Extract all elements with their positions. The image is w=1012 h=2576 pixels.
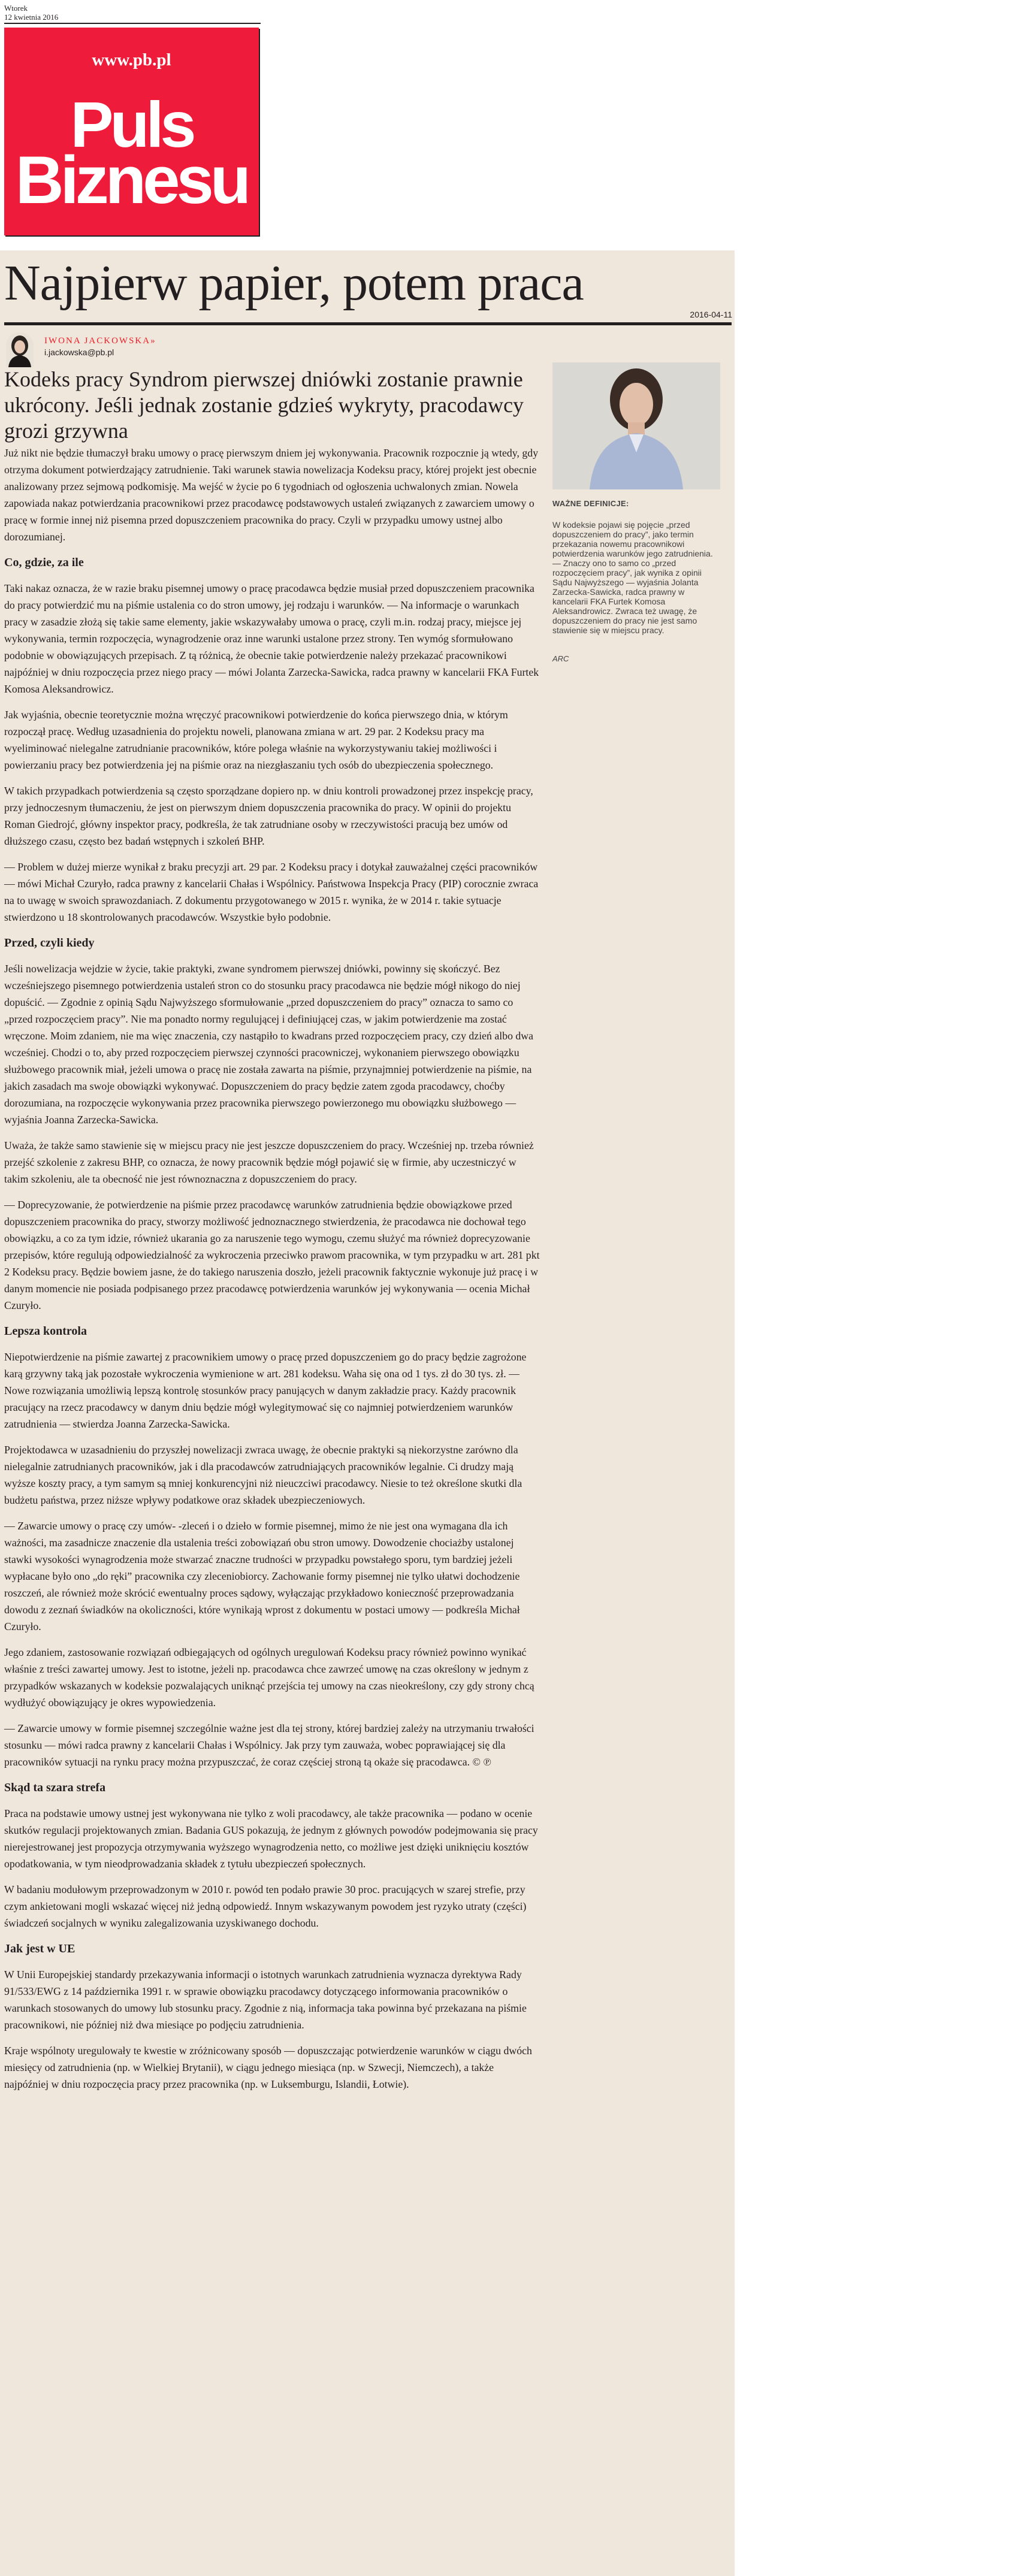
body-paragraph: W takich przypadkach potwierdzenia są często sporządzane dopiero np. w dniu kontroli prowadzonej przez inspekcję pracy, przy jednoczesnym tłumaczeniu, że jest on pierwszym dniem dopuszczenia pracownika do pracy. W opinii do projektu Roman Giedrojć, główny inspektor pracy, podkreśla, że tak zatrudniane osoby w rzeczywistości pracują bez umów od dłuższego czasu, często bez badań wstępnych i szkoleń BHP. <box>4 785 533 847</box>
issue-day: 12 kwietnia 2016 <box>4 13 59 22</box>
body-paragraph: Taki nakaz oznacza, że w razie braku pisemnej umowy o pracę pracodawca będzie musiał przed dopuszczeniem pracownika do pracy potwierdzić mu na piśmie ustalenia co do stron umowy, jej rodzaju i warunków. — Na informacje o warunkach pracy w zasadzie złożą się takie same elementy, jakie wskazywałaby umowa o pracę, czyli m.in. rodzaj pracy, miejsce jej wykonywania, termin rozpoczęcia, wynagrodzenie oraz inne warunki ustalone przez strony. Ten wymóg sformułowano podobnie w obowiązujących przepisach. Z tą różnicą, że obecnie takie potwierdzenie należy przekazać pracownikowi najpóźniej w dniu rozpoczęcia przez niego pracy — mówi Jolanta Zarzecka-Sawicka, radca prawny w kancelarii FKA Furtek Komosa Aleksandrowicz. <box>4 582 539 695</box>
sidebar-photo <box>552 362 720 489</box>
expert-photo-icon <box>552 362 720 489</box>
body-paragraph: W Unii Europejskiej standardy przekazywania informacji o istotnych warunkach zatrudnienia wyznacza dyrektywa Rady 91/533/EWG z 14 października 1991 r. w sprawie obowiązku pracodawcy dotyczącego informowania pracowników o warunkach stosowanych do umowy lub stosunku pracy. Zgodnie z nią, informacja taka powinna być przekazana na piśmie pracownikowi, nie później niż dwa miesiące po podjęciu zatrudnienia. <box>4 1969 527 2031</box>
body-paragraph: Jeśli nowelizacja wejdzie w życie, takie praktyki, zwane syndromem pierwszej dniówki, powinny się skończyć. Bez wcześniejszego pisemnego potwierdzenia ustaleń stron co do stosunku pracy pracodawca nie będzie mógł nikogo do niej dopuścić. — Zgodnie z opinią Sądu Najwyższego sformułowanie „przed dopuszczeniem do pracy” oznacza to samo co „przed rozpoczęciem pracy”. Nie ma ponadto normy regulującej i definiującej czas, w jakim potwierdzenie ma zostać wręczone. Moim zdaniem, nie ma więc znaczenia, czy nastąpiło to kwadrans przed rozpoczęciem pracy, czy dzień albo dwa wcześniej. Chodzi o to, aby przed rozpoczęciem pierwszej czynności pracowniczej, wykonaniem pierwszego obowiązku służbowego pracownik miał, jeżeli umowa o pracę nie została zawarta na piśmie, przynajmniej potwierdzenie na piśmie, na jakich zasadach ma swoje obowiązki wykonywać. Dopuszczeniem do pracy będzie zatem zgoda pracodawcy, choćby dorozumiana, na rozpoczęcie wykonywania przez pracownika pierwszego powierzonego mu obowiązku służbowego — wyjaśnia Joanna Zarzecka-Sawicka. <box>4 963 534 1126</box>
logo-url: www.pb.pl <box>92 50 171 69</box>
body-paragraph: Kraje wspólnoty uregulowały te kwestie w zróżnicowany sposób — dopuszczając potwierdzenie warunków w ciągu dwóch miesięcy od zatrudnienia (np. w Wielkiej Brytanii), w ciągu jednego miesiąca (np. w Szwecji, Niemczech), a także najpóźniej w dniu rozpoczęcia pracy przez pracownika (np. w Luksemburgu, Islandii, Łotwie). <box>4 2045 532 2090</box>
section-heading: Skąd ta szara strefa <box>4 1781 106 1794</box>
body-paragraph: Niepotwierdzenie na piśmie zawartej z pracownikiem umowy o pracę przed dopuszczeniem go do pracy będzie zagrożone karą grzywny taką jak pozostałe wykroczenia wymienione w art. 281 kodeksu. Waha się ona od 1 tys. zł do 30 tys. zł. — Nowe rozwiązania umożliwią lepszą kontrolę stosunków pracy panujących w danym zakładzie pracy. Każdy pracownik pracujący na rzecz pracodawcy w danym dniu będzie mógł wylegitymować się co najmniej potwierdzeniem warunków zatrudnienia — stwierdza Joanna Zarzecka-Sawicka. <box>4 1351 527 1430</box>
sidebar-title: WAŻNE DEFINICJE: <box>552 499 629 508</box>
body-paragraph: Jak wyjaśnia, obecnie teoretycznie można wręczyć pracownikowi potwierdzenie do końca pierwszego dnia, w którym rozpoczął pracę. Według uzasadnienia do projektu noweli, planowana zmiana w art. 29 par. 2 Kodeksu pracy ma wyeliminować nielegalne zatrudnianie pracowników, które polega właśnie na wykorzystywaniu takiej możliwości i powierzaniu pracy bez potwierdzenia jej na piśmie oraz na niezgłaszaniu tych osób do ubezpieczenia społecznego. <box>4 709 508 771</box>
logo-word-biznesu: Biznesu <box>15 143 248 217</box>
body-paragraph: Projektodawca w uzasadnieniu do przyszłej nowelizacji zwraca uwagę, że obecnie praktyki są niekorzystne zarówno dla nielegalnie zatrudnianych pracowników, jak i dla pracodawców zatrudniających pracowników legalnie. Ci drudzy mają wyższe koszty pracy, a tym samym są mniej konkurencyjni niż nieuczciwi pracodawcy. Niesie to też określone skutki dla budżetu państwa, przez niższe wpływy podatkowe oraz składek ubezpieczeniowych. <box>4 1444 522 1506</box>
body-paragraph: W badaniu modułowym przeprowadzonym w 2010 r. powód ten podało prawie 30 proc. pracujących w szarej strefie, przy czym ankietowani mogli wskazać więcej niż jedną odpowiedź. Innym wskazywanym powodem jest ryzyko utraty (części) świadczeń socjalnych w wyniku zalegalizowania uzyskiwanego dochodu. <box>4 1883 527 1929</box>
section-heading: Co, gdzie, za ile <box>4 556 84 569</box>
sidebar-text: W kodeksie pojawi się pojęcie „przed dopuszczeniem do pracy”, jako termin przekazania nowemu pracownikowi potwierdzenia warunków jego zatrudnienia. — Znaczy ono to samo co „przed rozpoczęciem pracy”, jak wynika z opinii Sądu Najwyższego — wyjaśnia Jolanta Zarzecka-Sawicka, radca prawny w kancelarii FKA Furtek Komosa Aleksandrowicz. Zwraca też uwagę, że dopuszczeniem do pracy nie jest samo stawienie się w miejscu pracy. <box>552 520 713 635</box>
body-paragraph: — Problem w dużej mierze wynikał z braku precyzji art. 29 par. 2 Kodeksu pracy i dotykał zauważalnej części pracowników — mówi Michał Czuryło, radca prawny z kancelarii Chałas i Wspólnicy. Państwowa Inspekcja Pracy (PIP) corocznie zwraca na to uwagę w swoich sprawozdaniach. Z dokumentu przygotowanego w 2015 r. wynika, że w 2014 r. takie sytuacje stwierdzono u 18 skontrolowanych pracodawców. Wszystkie było podobnie. <box>4 861 539 923</box>
body-paragraph: Praca na podstawie umowy ustnej jest wykonywana nie tylko z woli pracodawcy, ale także pracownika — podano w ocenie skutków regulacji projektowanych zmian. Badania GUS pokazują, że jednym z głównych powodów podejmowania się pracy nierejestrowanej jest propozycja otrzymywania wyższego wynagrodzenia netto, co możliwe jest dzięki uniknięciu kosztów opodatkowania, w tym nieodprowadzania składek z tytułu ubezpieczeń społecznych. <box>4 1807 538 1870</box>
author-email[interactable]: i.jackowska@pb.pl <box>44 347 114 357</box>
section-heading: Przed, czyli kiedy <box>4 936 95 950</box>
body-paragraph: Jego zdaniem, zastosowanie rozwiązań odbiegających od ogólnych uregulowań Kodeksu pracy również powinno wynikać właśnie z treści zawartej umowy. Jest to istotne, jeżeli np. pracodawca chce zawrzeć umowę na czas określony w jednym z przypadków wskazanych w kodeksie pozwalających uniknąć przejścia tej umowy na czas nieokreślony, czy gdy strony chcą wydłużyć obowiązujący je okres wypowiedzenia. <box>4 1646 534 1709</box>
header-rule <box>4 23 261 24</box>
logo-word-puls: Puls <box>70 88 193 161</box>
issue-weekday: Wtorek <box>4 4 28 13</box>
title-rule <box>4 322 732 325</box>
puls-biznesu-logo <box>4 28 259 235</box>
author-avatar <box>6 332 34 367</box>
author-name <box>44 336 156 346</box>
publication-date: 2016-04-11 <box>690 310 732 319</box>
body-paragraph: Już nikt nie będzie tłumaczył braku umowy o pracę pierwszym dniem jej wykonywania. Pracownik rozpocznie ją wtedy, gdy otrzyma dokument potwierdzający zatrudnienie. Taki warunek stawia nowelizacja Kodeksu pracy, której projekt jest obecnie analizowany przez sejmową podkomisję. Ma wejść w życie po 6 tygodniach od ogłoszenia uchwalonych zmian. Nowela zapowiada nakaz potwierdzania pracownikowi przez pracodawcę podstawowych ustaleń związanych z zawarciem umowy o pracę w formie innej niż pisemna przed dopuszczeniem pracownika do pracy. Czyli w przypadku umowy ustnej albo dorozumianej. <box>4 447 539 543</box>
author-name-text: IWONA JACKOWSKA <box>44 336 151 346</box>
body-paragraph: Uważa, że także samo stawienie się w miejscu pracy nie jest jeszcze dopuszczeniem do pracy. Wcześniej np. trzeba również przejść szkolenie z zakresu BHP, co oznacza, że nowy pracownik będzie mógł pojawić się w firmie, aby uczestniczyć w takim szkoleniu, ale ta obecność nie jest równoznaczna z dopuszczeniem do pracy. <box>4 1139 534 1185</box>
body-paragraph: — Zawarcie umowy w formie pisemnej szczególnie ważne jest dla tej strony, której bardziej zależy na utrzymaniu trwałości stosunku — mówi radca prawny z kancelarii Chałas i Wspólnicy. Jak przy tym zauważa, wobec poprawiającej się dla pracowników sytuacji na rynku pracy można przypuszczać, że coraz częściej stroną tą okaże się pracodawca. © ℗ <box>4 1722 534 1768</box>
author-portrait-icon <box>6 332 34 367</box>
author-mark: » <box>150 336 156 346</box>
sidebar-signature: ARC <box>552 654 569 663</box>
section-heading: Lepsza kontrola <box>4 1325 87 1338</box>
article-lead: Kodeks pracy Syndrom pierwszej dniówki zostanie prawnie ukrócony. Jeśli jednak zostanie gdzieś wykryty, pracodawcy grozi grzywna <box>4 367 524 443</box>
issue-date <box>4 4 124 22</box>
article-title: Najpierw papier, potem praca <box>4 255 584 311</box>
section-heading: Jak jest w UE <box>4 1942 75 1955</box>
body-paragraph: — Doprecyzowanie, że potwierdzenie na piśmie przez pracodawcę warunków zatrudnienia będzie obowiązkowe przed dopuszczeniem pracownika do pracy, stworzy możliwość jednoznacznego stwierdzenia, że pracodawca nie dochował tego obowiązku, a co za tym idzie, również ukarania go za naruszenie tego wymogu, czemu służyć ma również doprecyzowanie przepisów, które regulują odpowiedzialność za wykroczenia przeciwko prawom pracownika, w tym przypadku w art. 281 pkt 2 Kodeksu pracy. Będzie bowiem jasne, że do takiego naruszenia doszło, jeżeli pracownik faktycznie wykonuje już pracę i w danym momencie nie posiada podpisanego przez pracodawcę potwierdzenia warunków jej wykonywania — ocenia Michał Czuryło. <box>4 1199 540 1311</box>
article-body <box>4 445 540 2102</box>
body-paragraph: — Zawarcie umowy o pracę czy umów- -zleceń i o dzieło w formie pisemnej, mimo że nie jest ona wymagana dla ich ważności, ma zasadnicze znaczenie dla ustalenia treści zobowiązań obu stron umowy. Dowodzenie chociażby ustalonej stawki wysokości wynagrodzenia może stwarzać znaczne trudności w przypadku powstałego sporu, tym bardziej jeżeli wypłacane było ono „do ręki” pracownika czy zleceniobiorcy. Zachowanie formy pisemnej nie tylko ułatwi dochodzenie roszczeń, ale również może skrócić ewentualny proces sądowy, wyłączając przykładowo konieczność przeprowadzania dowodu z zeznań świadków na okoliczności, które wynikają wprost z dokumentu w postaci umowy — podkreśla Michał Czuryło. <box>4 1520 520 1632</box>
